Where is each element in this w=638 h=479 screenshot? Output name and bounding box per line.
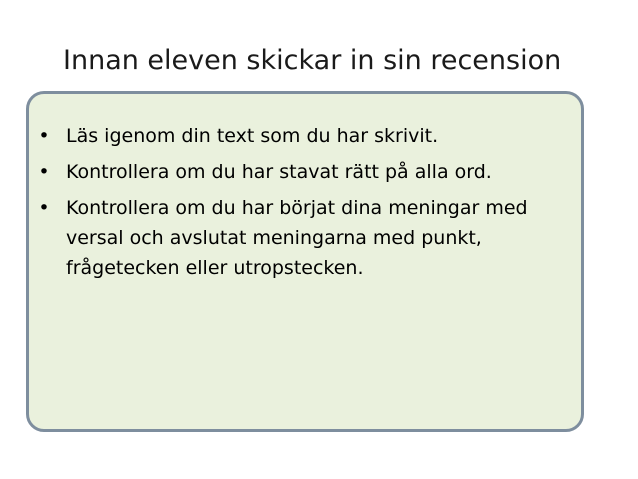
bullet-list [29, 121, 585, 289]
bullet-item [29, 157, 585, 187]
bullet-marker: • [38, 125, 50, 147]
bullet-marker: • [38, 161, 50, 183]
slide-title: Innan eleven skickar in sin recension [63, 45, 562, 76]
bullet-item [29, 193, 585, 283]
bullet-marker: • [38, 197, 50, 219]
bullet-text: Kontrollera om du har börjat dina meningar med versal och avslutat meningarna med punkt, frågetecken eller utropstecken. [66, 197, 528, 279]
bullet-text: Läs igenom din text som du har skrivit. [66, 125, 439, 147]
bullet-text: Kontrollera om du har stavat rätt på alla ord. [66, 161, 492, 183]
bullet-item [29, 121, 585, 151]
content-box [26, 91, 584, 432]
